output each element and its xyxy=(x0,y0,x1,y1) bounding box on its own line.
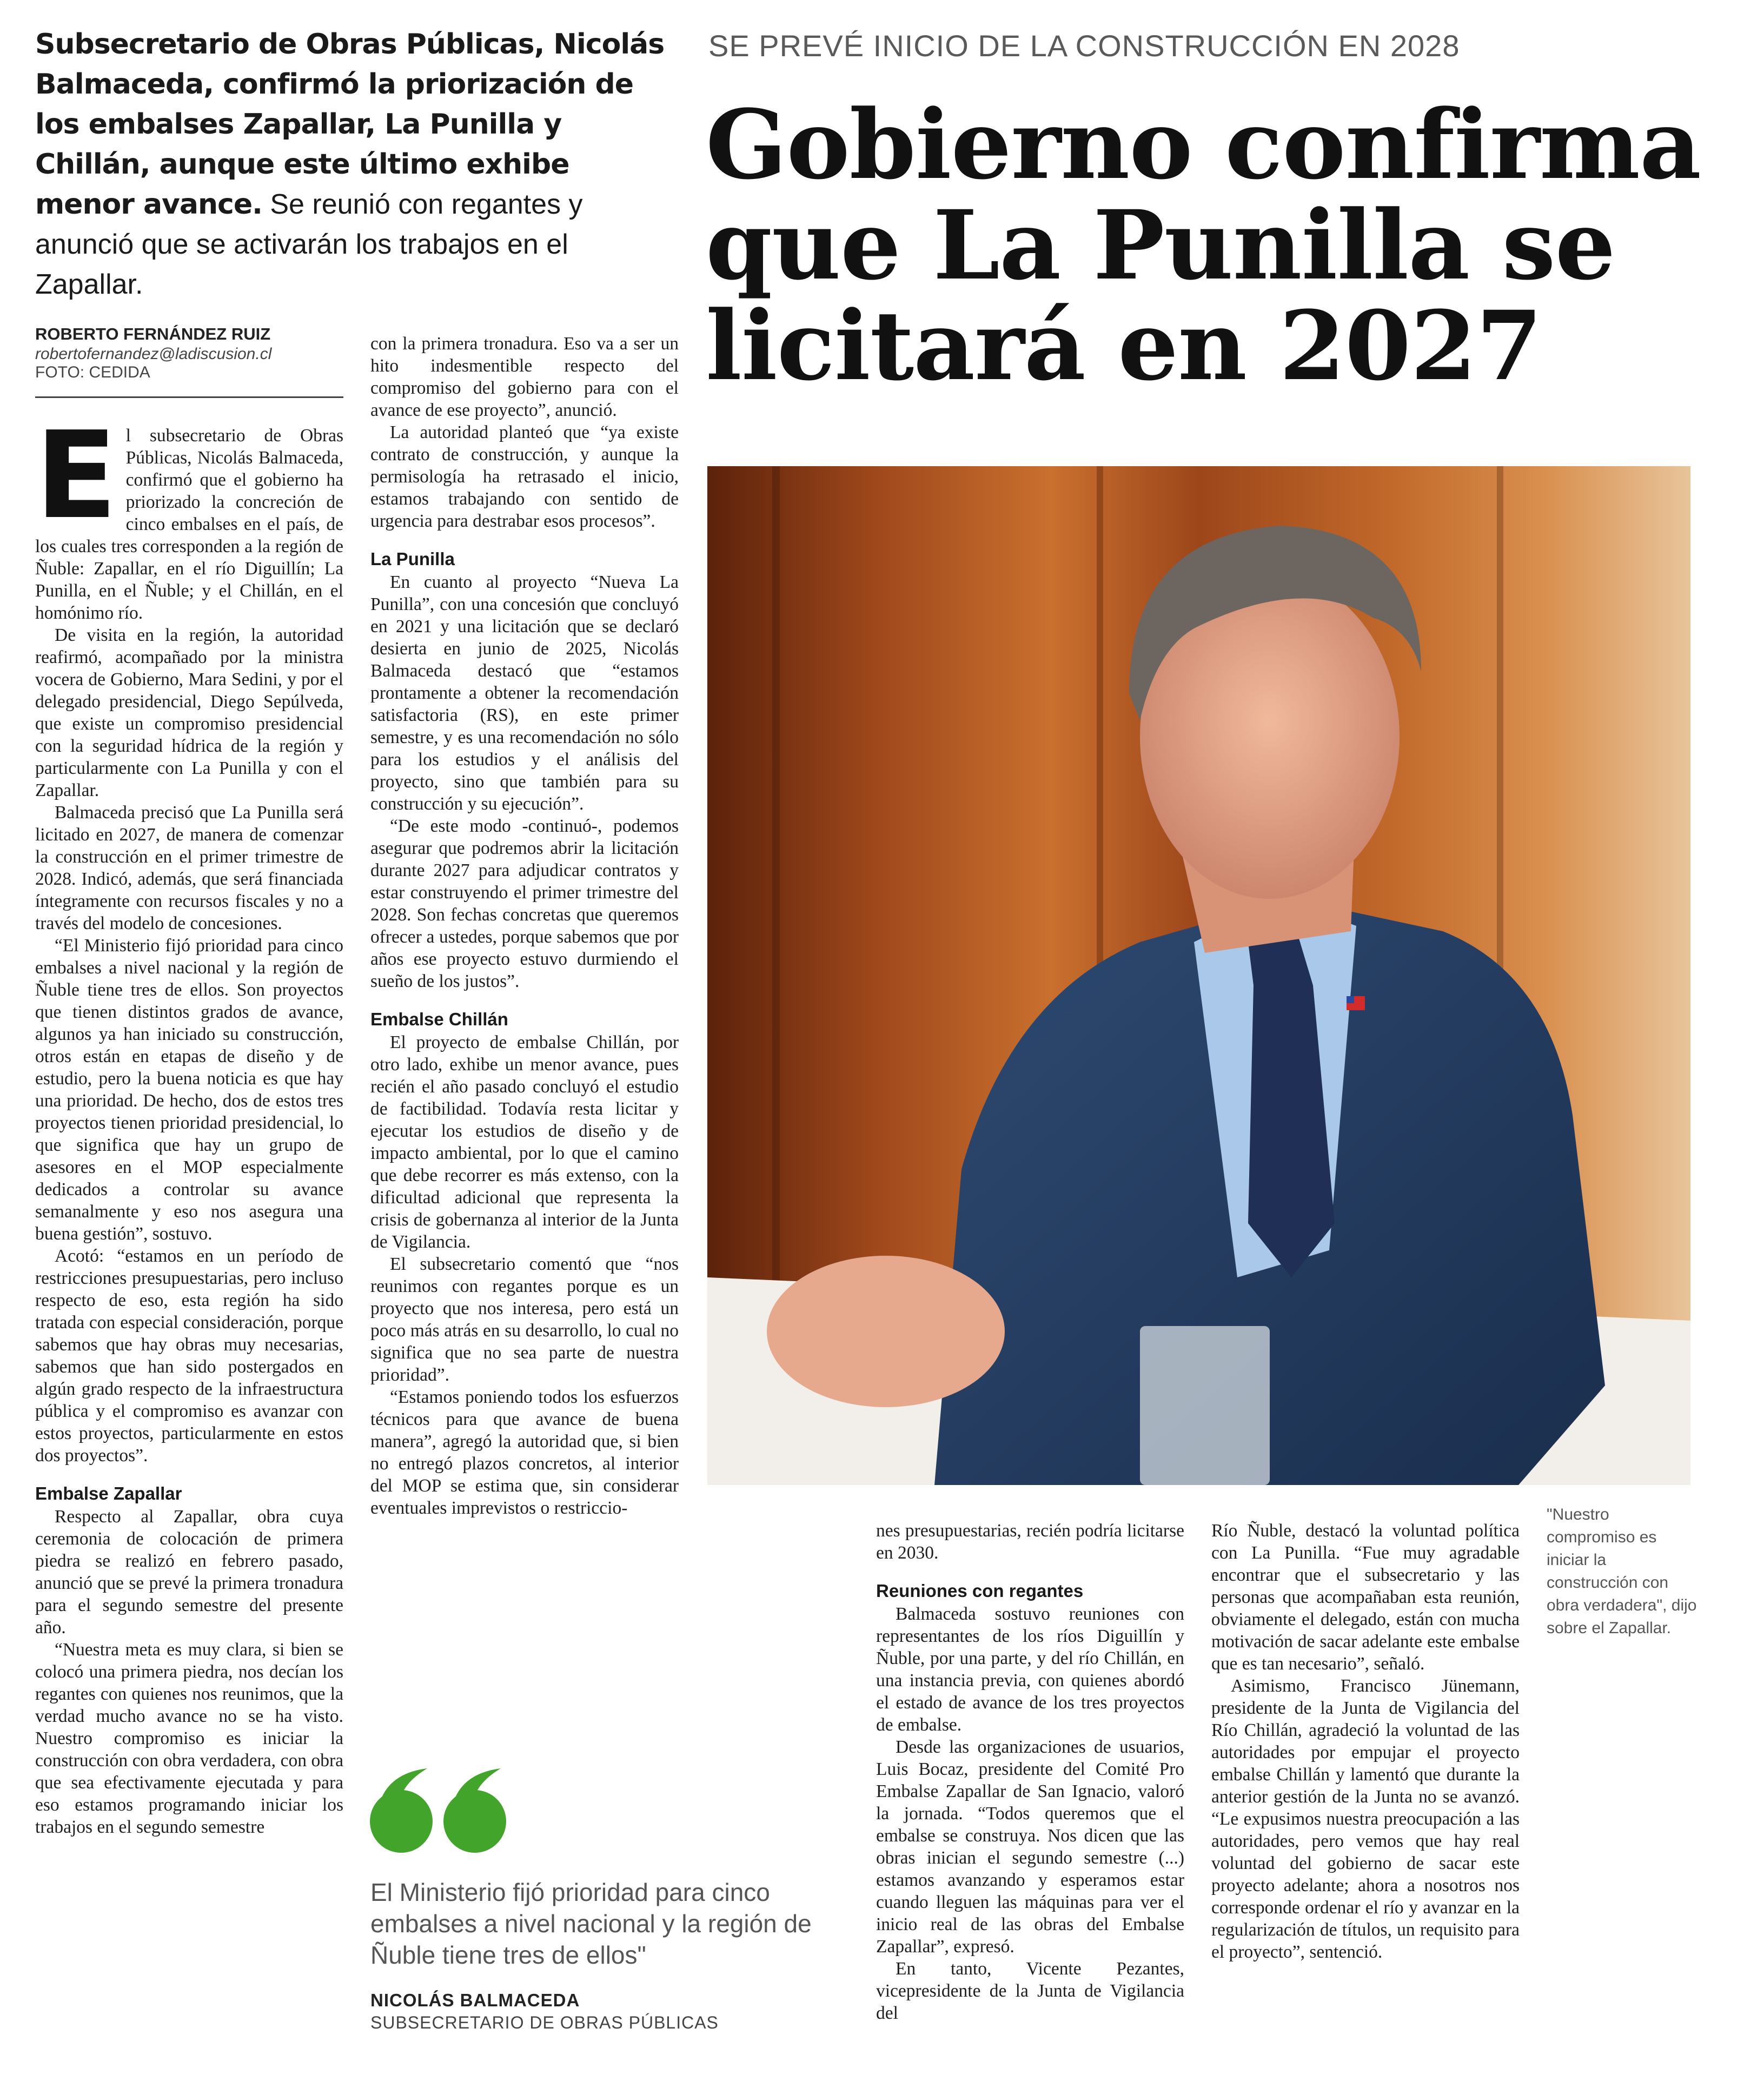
paragraph: “Nuestra meta es muy clara, si bien se colocó una primera piedra, nos decían los regantes con quienes nos reunimos, que la verdad mucho avance no se ha visto. Nuestro compromiso es iniciar la construcción con obra verdadera, con obra que sea efectivamente ejecutada y para eso estamos programando iniciar los trabajos en el segundo semestre xyxy=(35,1640,343,1837)
paragraph: Río Ñuble, destacó la voluntad política con La Punilla. “Fue muy agradable encontrar que el subsecretario y las personas que acompañaban esta reunión, obviamente el delegado, están con mucha motivación de sacar adelante este embalse que es tan necesario”, señaló. xyxy=(1211,1521,1520,1674)
paragraph: “De este modo -continuó-, podemos asegurar que podremos abrir la licitación durante 2027 para adjudicar contratos y estar construyendo el primer trimestre del 2028. Son fechas concretas que queremos ofrecer a ustedes, porque sabemos que por años ese proyecto estuvo durmiendo el sueño de los justos”. xyxy=(370,816,679,991)
byline xyxy=(35,324,343,382)
article-column-3 xyxy=(876,1520,1184,2024)
quote-marks-icon xyxy=(368,1763,514,1855)
paragraph: El subsecretario comentó que “nos reunimos con regantes porque es un proyecto que nos interesa, pero está un poco más atrás en su desarrollo, lo cual no significa que no sea parte de nuestra prioridad”. xyxy=(370,1254,679,1385)
lead-bold: Subsecretario de Obras Públicas, Nicolás Balmaceda, confirmó la priorización de los embalses Zapallar, La Punilla y Chillán, aunque este último exhibe menor avance. xyxy=(35,28,665,221)
drop-cap: E xyxy=(35,406,117,546)
paragraph: nes presupuestarias, recién podría licitarse en 2030. xyxy=(876,1521,1184,1563)
paragraph: En cuanto al proyecto “Nueva La Punilla”, con una concesión que concluyó en 2021 y una licitación que se declaró desierta en junio de 2025, Nicolás Balmaceda destacó que “estamos prontamente a obtener la recomendación satisfactoria (RS), en este primer semestre, y es una recomendación no sólo para los estudios y el análisis del proyecto, sino que también para su construcción y su ejecución”. xyxy=(370,572,679,814)
article-photo xyxy=(707,466,1690,1485)
article-column-1 xyxy=(35,406,343,1838)
headline: Gobierno confirma que La Punilla se licitará en 2027 xyxy=(706,89,1701,402)
byline-author: ROBERTO FERNÁNDEZ RUIZ xyxy=(35,324,271,343)
byline-email: robertofernandez@ladiscusion.cl xyxy=(35,345,272,363)
kicker: SE PREVÉ INICIO DE LA CONSTRUCCIÓN EN 2028 xyxy=(708,29,1460,63)
paragraph: El proyecto de embalse Chillán, por otro lado, exhibe un menor avance, pues recién el año pasado concluyó el estudio de factibilidad. Todavía resta licitar y ejecutar los estudios de diseño y de impacto ambiental, por lo que el camino que debe recorrer es más extenso, con la dificultad adicional que representa la crisis de gobernanza al interior de la Junta de Vigilancia. xyxy=(370,1032,679,1252)
paragraph: En tanto, Vicente Pezantes, vicepresidente de la Junta de Vigilancia del xyxy=(876,1959,1184,2023)
paragraph: Asimismo, Francisco Jünemann, presidente de la Junta de Vigilancia del Río Chillán, agradeció la voluntad de las autoridades por empujar el proyecto embalse Chillán y lamentó que durante la anterior gestión de la Junta no se avanzó. “Le expusimos nuestra preocupación a las autoridades, pero vemos que hay real voluntad del gobierno de sacar este proyecto adelante; ahora a nosotros nos corresponde ordenar el río y avanzar en la regularización de títulos, un requisito para el proyecto”, sentenció. xyxy=(1211,1676,1520,1962)
article-column-4 xyxy=(1211,1520,1520,1963)
byline-photo-credit: FOTO: CEDIDA xyxy=(35,363,150,381)
paragraph: Balmaceda precisó que La Punilla será licitado en 2027, de manera de comenzar la construcción en el primer trimestre de 2028. Indicó, además, que será financiada íntegramente con recursos fiscales y no a través del modelo de concesiones. xyxy=(35,803,343,933)
paragraph: Respecto al Zapallar, obra cuya ceremonia de colocación de primera piedra se realizó en febrero pasado, anunció que se prevé la primera tronadura para el segundo semestre del presente año. xyxy=(35,1507,343,1638)
paragraph: De visita en la región, la autoridad reafirmó, acompañado por la ministra vocera de Gobierno, Mara Sedini, y por el delegado presidencial, Diego Sepúlveda, que existe un compromiso presidencial con la seguridad hídrica de la región y particularmente con La Punilla y con el Zapallar. xyxy=(35,625,343,800)
photo-caption: "Nuestro compromiso es iniciar la construcción con obra verdadera", dijo sobre el Zapallar. xyxy=(1547,1506,1697,1637)
lead-rest: Se reunió con regantes y anunció que se activarán los trabajos en el Zapallar. xyxy=(35,189,583,300)
subheading-embalse-zapallar: Embalse Zapallar xyxy=(35,1483,182,1503)
paragraph: Desde las organizaciones de usuarios, Luis Bocaz, presidente del Comité Pro Embalse Zapallar de San Ignacio, valoró la jornada. “Todos queremos que el embalse se construya. Nos dicen que las obras inician el segundo semestre (...) estamos avanzando y esperamos estar cuando lleguen las máquinas para ver el inicio real de las obras del Embalse Zapallar”, expresó. xyxy=(876,1737,1184,1957)
paragraph: Acotó: “estamos en un período de restricciones presupuestarias, pero incluso respecto de eso, esta región ha sido tratada con especial consideración, porque sabemos que hay obras muy necesarias, sabemos que han sido postergados en algún grado respecto de la infraestructura pública y el compromiso es avanzar con estos proyectos, particularmente en estos dos proyectos”. xyxy=(35,1246,343,1466)
pull-quote-role: SUBSECRETARIO DE OBRAS PÚBLICAS xyxy=(370,2013,719,2032)
subheading-la-punilla: La Punilla xyxy=(370,549,455,569)
paragraph: La autoridad planteó que “ya existe contrato de construcción, y aunque la permisología ha retrasado el inicio, estamos trabajando con sentido de urgencia para destrabar esos procesos”. xyxy=(370,422,679,531)
article-column-2 xyxy=(370,333,679,1519)
article-lead xyxy=(35,24,673,304)
photo-illustration xyxy=(707,466,1690,1485)
paragraph: l subsecretario de Obras Públicas, Nicolás Balmaceda, confirmó que el gobierno ha priorizado la concreción de cinco embalses en el país, de los cuales tres corresponden a la región de Ñuble: Zapallar, en el río Diguillín; La Punilla, en el Ñuble; y el Chillán, en el homónimo río. xyxy=(35,426,343,623)
byline-divider xyxy=(35,396,343,398)
pull-quote-author: NICOLÁS BALMACEDA xyxy=(370,1990,580,2010)
paragraph: con la primera tronadura. Eso va a ser un hito indesmentible respecto del compromiso del gobierno para con el avance de ese proyecto”, anunció. xyxy=(370,334,679,420)
paragraph: Balmaceda sostuvo reuniones con representantes de los ríos Diguillín y Ñuble, por una parte, y del río Chillán, en una instancia previa, con quienes abordó el estado de avance de los tres proyectos de embalse. xyxy=(876,1604,1184,1735)
subheading-embalse-chillan: Embalse Chillán xyxy=(370,1009,508,1029)
paragraph: “Estamos poniendo todos los esfuerzos técnicos para que avance de buena manera”, agregó la autoridad que, si bien no entregó plazos concretos, al interior del MOP se estima que, sin considerar eventuales imprevistos o restriccio- xyxy=(370,1387,679,1518)
pull-quote-text: El Ministerio fijó prioridad para cinco embalses a nivel nacional y la región de Ñuble tiene tres de ellos" xyxy=(370,1878,812,1969)
subheading-reuniones-con-regantes: Reuniones con regantes xyxy=(876,1581,1084,1601)
paragraph: “El Ministerio fijó prioridad para cinco embalses a nivel nacional y la región de Ñuble tiene tres de ellos. Son proyectos que tienen distintos grados de avance, algunos ya han iniciado su construcción, otros están en etapas de diseño y de estudio, pero la buena noticia es que hay una prioridad. De hecho, dos de estos tres proyectos tienen prioridad presidencial, lo que significa que hay un grupo de asesores en el MOP especialmente dedicados a controlar su avance semanalmente y eso nos asegura una buena gestión”, sostuvo. xyxy=(35,936,343,1244)
